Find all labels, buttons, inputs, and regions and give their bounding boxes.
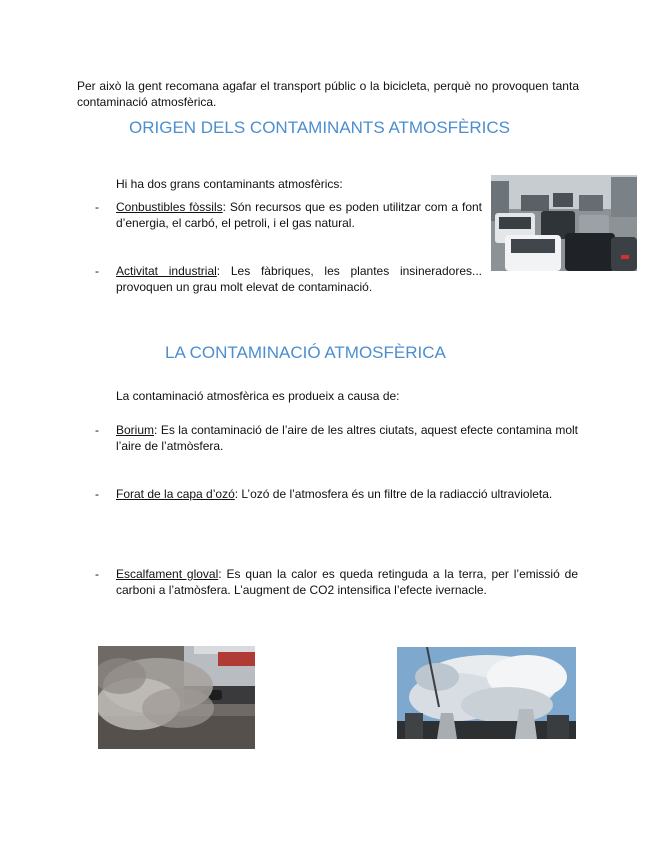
list-dash: - [95, 423, 99, 437]
list-item-text: : Les fàbriques, les plantes insineradores... provoquen un grau molt elevat de contaminació. [116, 264, 482, 294]
list-item-term: Borium [116, 423, 155, 437]
section-lead-contamination: La contaminació atmosfèrica es produeix a causa de: [116, 389, 400, 403]
exhaust-image-icon [98, 646, 255, 749]
traffic-image-icon [491, 175, 637, 271]
section-lead-origin: Hi ha dos grans contaminants atmosfèrics: [116, 177, 343, 191]
list-item-text: : L’ozó de l’atmosfera és un filtre de la radiacció ultravioleta. [234, 487, 553, 501]
list-item-term: Escalfament gloval [116, 567, 219, 581]
list-item-text: : Són recursos que es poden utilitzar com a font d’energia, el carbó, el petroli, i el gas natural. [116, 200, 482, 230]
list-dash: - [95, 567, 99, 581]
list-dash: - [95, 200, 99, 214]
traffic-photo [491, 175, 637, 271]
list-dash: - [95, 264, 99, 278]
power-plant-image-icon [397, 647, 576, 739]
exhaust-photo [98, 646, 255, 749]
list-item-term: Forat de la capa d’ozó [116, 487, 235, 501]
intro-paragraph: Per això la gent recomana agafar el transport públic o la bicicleta, perquè no provoquen tanta contaminació atmosfèrica. [77, 79, 579, 109]
list-dash: - [95, 487, 99, 501]
list-item-term: Conbustibles fòssils [116, 200, 223, 214]
list-item-text: : Es quan la calor es queda retinguda a la terra, per l’emissió de carboni a l’atmòsfera. L’augment de CO2 intensifica l’efecte ivernacle. [116, 567, 579, 597]
list-item-term: Activitat industrial [116, 264, 217, 278]
list-item-text: : Es la contaminació de l’aire de les altres ciutats, aquest efecte contamina molt l’aire de l’atmòsfera. [116, 423, 578, 453]
section-heading-contamination: LA CONTAMINACIÓ ATMOSFÈRICA [165, 343, 446, 362]
power-plant-photo [397, 647, 576, 739]
section-heading-origin: ORIGEN DELS CONTAMINANTS ATMOSFÈRICS [129, 118, 510, 137]
